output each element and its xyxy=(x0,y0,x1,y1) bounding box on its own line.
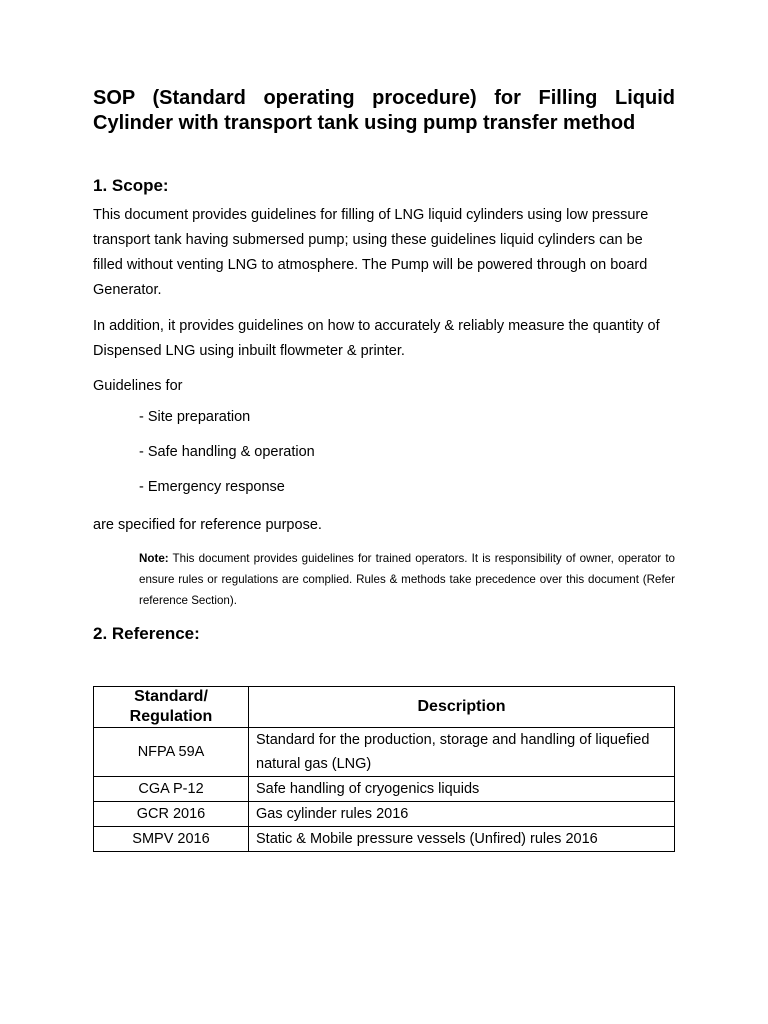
scope-paragraph-2: In addition, it provides guidelines on how to accurately & reliably measure the quantity of Dispensed LNG using inbuilt flowmeter & printer. xyxy=(93,318,660,359)
note-text: This document provides guidelines for trained operators. It is responsibility of owner, operator to ensure rules or regulations are complied. Rules & methods take precedence over this document (Refer reference Section). xyxy=(139,552,675,607)
scope-heading: 1. Scope: xyxy=(93,176,169,195)
standard-cell: GCR 2016 xyxy=(94,802,249,827)
guideline-item: - Safe handling & operation xyxy=(139,444,315,460)
note-label: Note: xyxy=(139,552,169,565)
column-header-standard: Standard/ Regulation xyxy=(94,687,249,728)
table-row xyxy=(94,777,675,802)
table-header-row xyxy=(94,687,675,728)
standard-cell: SMPV 2016 xyxy=(94,827,249,852)
column-header-description: Description xyxy=(249,687,675,728)
standard-cell: NFPA 59A xyxy=(94,728,249,777)
guidelines-intro: Guidelines for xyxy=(93,378,183,394)
standard-cell: CGA P-12 xyxy=(94,777,249,802)
description-cell: Static & Mobile pressure vessels (Unfired) rules 2016 xyxy=(249,827,675,852)
table-row xyxy=(94,802,675,827)
note-paragraph xyxy=(139,548,675,611)
table-row xyxy=(94,728,675,777)
table-row xyxy=(94,827,675,852)
reference-table xyxy=(93,686,675,852)
guideline-item: - Emergency response xyxy=(139,479,285,495)
scope-paragraph-1: This document provides guidelines for filling of LNG liquid cylinders using low pressure transport tank having submersed pump; using these guidelines liquid cylinders can be filled without venting LNG to atmosphere. The Pump will be powered through on board Generator. xyxy=(93,207,649,298)
document-page xyxy=(93,86,675,847)
guidelines-outro: are specified for reference purpose. xyxy=(93,517,322,533)
guideline-item: - Site preparation xyxy=(139,409,251,425)
reference-heading: 2. Reference: xyxy=(93,624,200,643)
description-cell: Safe handling of cryogenics liquids xyxy=(249,777,675,802)
description-cell: Standard for the production, storage and handling of liquefied natural gas (LNG) xyxy=(249,728,675,777)
document-title: SOP (Standard operating procedure) for Filling Liquid Cylinder with transport tank using pump transfer method xyxy=(93,87,675,134)
description-cell: Gas cylinder rules 2016 xyxy=(249,802,675,827)
